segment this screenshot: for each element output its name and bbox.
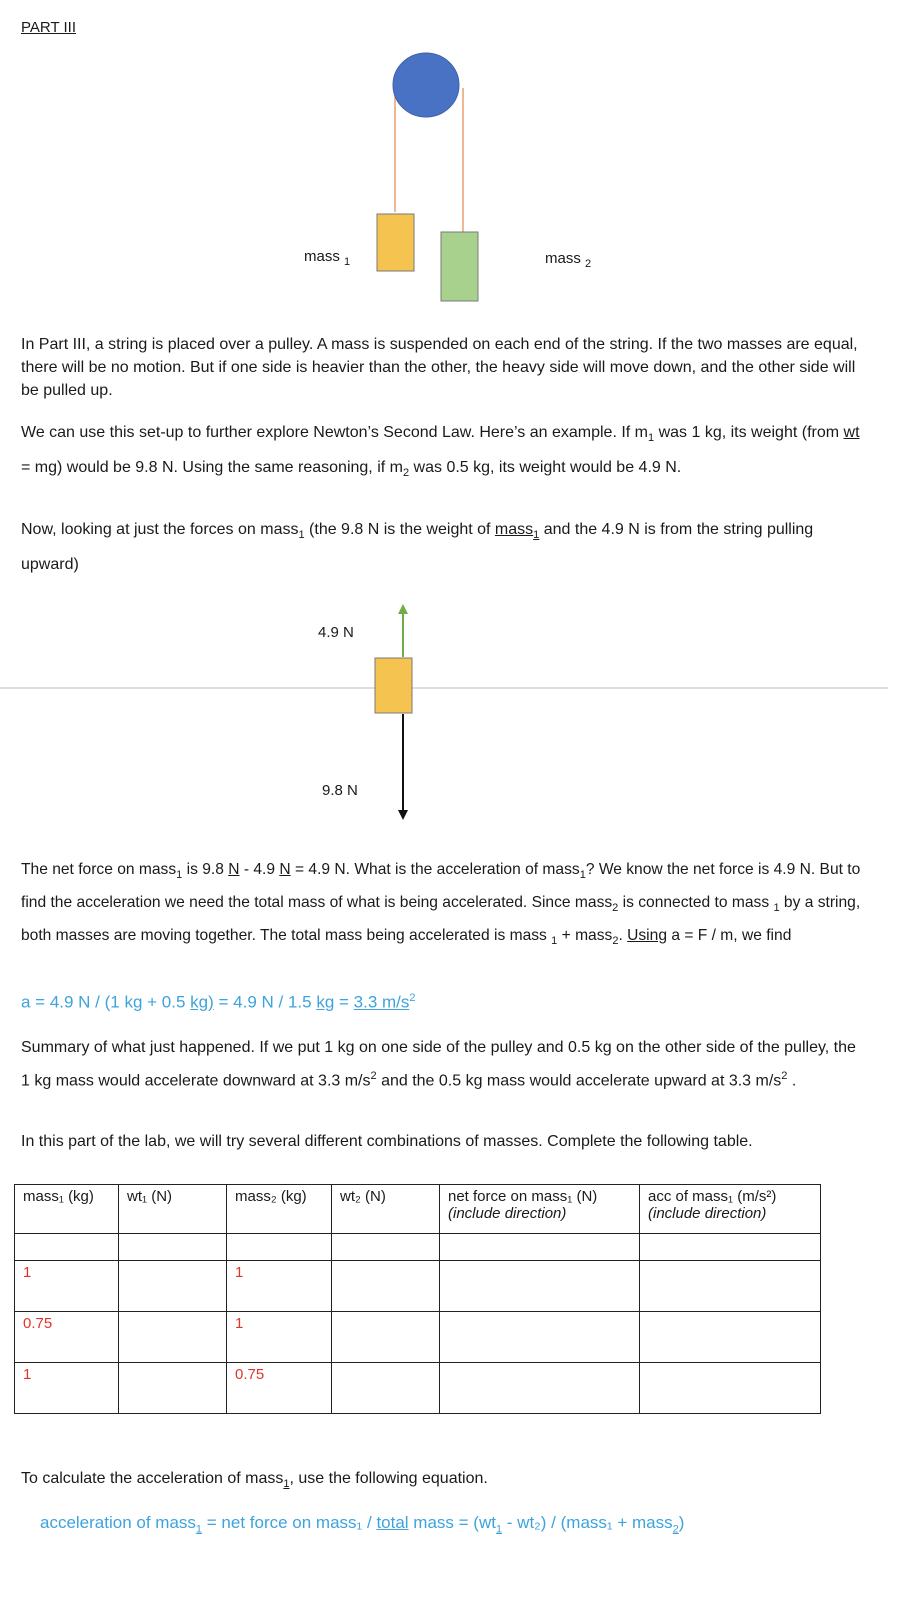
table-cell[interactable] xyxy=(332,1234,440,1261)
cell-net-force[interactable] xyxy=(440,1312,640,1363)
instructions-paragraph: In this part of the lab, we will try several different combinations of masses. Complete the following table. xyxy=(21,1133,753,1150)
table-row xyxy=(15,1261,821,1312)
page-title: PART III xyxy=(21,19,77,36)
cell-mass2: 1 xyxy=(227,1312,332,1363)
net-force-paragraph: The net force on mass$_1$ is 9.8 N - 4.9 N = 4.9 N. What is the acceleration of mass$_1$? We know the net force is 4.9 N. But to find the acceleration we need the total mass of what is being accelerated. Since mass$_2$ is connected to mass $_1$ by a string, both masses are moving together. The total mass being accelerated is mass $_1$ + mass$_2$. Using a = F / m, we find xyxy=(21,861,861,948)
cell-wt1[interactable] xyxy=(119,1312,227,1363)
mass1-block xyxy=(377,214,414,271)
table-cell[interactable] xyxy=(227,1234,332,1261)
cell-mass2: 0.75 xyxy=(227,1363,332,1414)
table-cell[interactable] xyxy=(440,1234,640,1261)
header-acceleration: acc of mass₁ (m/s²) (include direction) xyxy=(640,1185,821,1234)
header-wt1: wt₁ (N) xyxy=(119,1185,227,1234)
table-row xyxy=(15,1312,821,1363)
summary-paragraph: Summary of what just happened. If we put 1 kg on one side of the pulley and 0.5 kg on the other side of the pulley, the 1 kg mass would accelerate downward at 3.3 $m/s^2$ and the 0.5 kg mass would accelerate upward at 3.3 $m/s^2$ . xyxy=(21,1039,856,1090)
pulley-wheel xyxy=(393,53,459,117)
data-table xyxy=(14,1184,821,1414)
calculation-instructions: To calculate the acceleration of mass$_1$, use the following equation. xyxy=(21,1470,488,1491)
upward-arrow-head xyxy=(398,604,408,614)
cell-wt1[interactable] xyxy=(119,1261,227,1312)
cell-acceleration[interactable] xyxy=(640,1312,821,1363)
cell-wt1[interactable] xyxy=(119,1363,227,1414)
acceleration-equation: a = 4.9 N / (1 kg + 0.5 kg) = 4.9 N / 1.5 kg = 3.3 $m/s^2$ xyxy=(21,992,416,1012)
header-wt2: wt₂ (N) xyxy=(332,1185,440,1234)
cell-mass1: 1 xyxy=(15,1261,119,1312)
table-cell[interactable] xyxy=(640,1234,821,1261)
cell-net-force[interactable] xyxy=(440,1261,640,1312)
cell-acceleration[interactable] xyxy=(640,1363,821,1414)
mass2-label: mass $_2$ xyxy=(545,250,592,270)
newton-paragraph: We can use this set-up to further explore Newton’s Second Law. Here’s an example. If $m_1$ was 1 kg, its weight (from wt = mg) would be 9.8 N. Using the same reasoning, if $m_2$ was 0.5 kg, its weight would be 4.9 N. xyxy=(21,424,860,480)
cell-wt2[interactable] xyxy=(332,1261,440,1312)
cell-mass2: 1 xyxy=(227,1261,332,1312)
up-force-label: 4.9 N xyxy=(318,624,354,641)
acceleration-formula: acceleration of mass$_1$ = net force on mass₁ / total mass = $(wt_1 - wt_2)$ / (mass₁ + mass$_2$) xyxy=(40,1513,685,1536)
cell-wt2[interactable] xyxy=(332,1312,440,1363)
table-row xyxy=(15,1363,821,1414)
mass1-free-body xyxy=(375,658,412,713)
header-net-force: net force on mass₁ (N) (include direction) xyxy=(440,1185,640,1234)
cell-mass1: 0.75 xyxy=(15,1312,119,1363)
table-cell[interactable] xyxy=(15,1234,119,1261)
down-force-label: 9.8 N xyxy=(322,782,358,799)
table-row xyxy=(15,1234,821,1261)
cell-wt2[interactable] xyxy=(332,1363,440,1414)
cell-mass1: 1 xyxy=(15,1363,119,1414)
mass2-block xyxy=(441,232,478,301)
pulley-diagram xyxy=(0,0,910,320)
table-header-row xyxy=(15,1185,821,1234)
cell-acceleration[interactable] xyxy=(640,1261,821,1312)
mass1-label: mass $_1$ xyxy=(304,248,351,268)
downward-arrow-head xyxy=(398,810,408,820)
header-mass2: mass₂ (kg) xyxy=(227,1185,332,1234)
forces-paragraph: Now, looking at just the forces on mass$_1$ (the 9.8 N is the weight of mass$_1$ and the 4.9 N is from the string pulling upward) xyxy=(21,521,814,574)
header-mass1: mass₁ (kg) xyxy=(15,1185,119,1234)
table-cell[interactable] xyxy=(119,1234,227,1261)
cell-net-force[interactable] xyxy=(440,1363,640,1414)
force-diagram xyxy=(0,600,910,830)
intro-paragraph: In Part III, a string is placed over a pulley. A mass is suspended on each end of the string. If the two masses are equal, there will be no motion. But if one side is heavier than the other, the heavy side will move down, and the other side will be pulled up. xyxy=(21,336,858,399)
